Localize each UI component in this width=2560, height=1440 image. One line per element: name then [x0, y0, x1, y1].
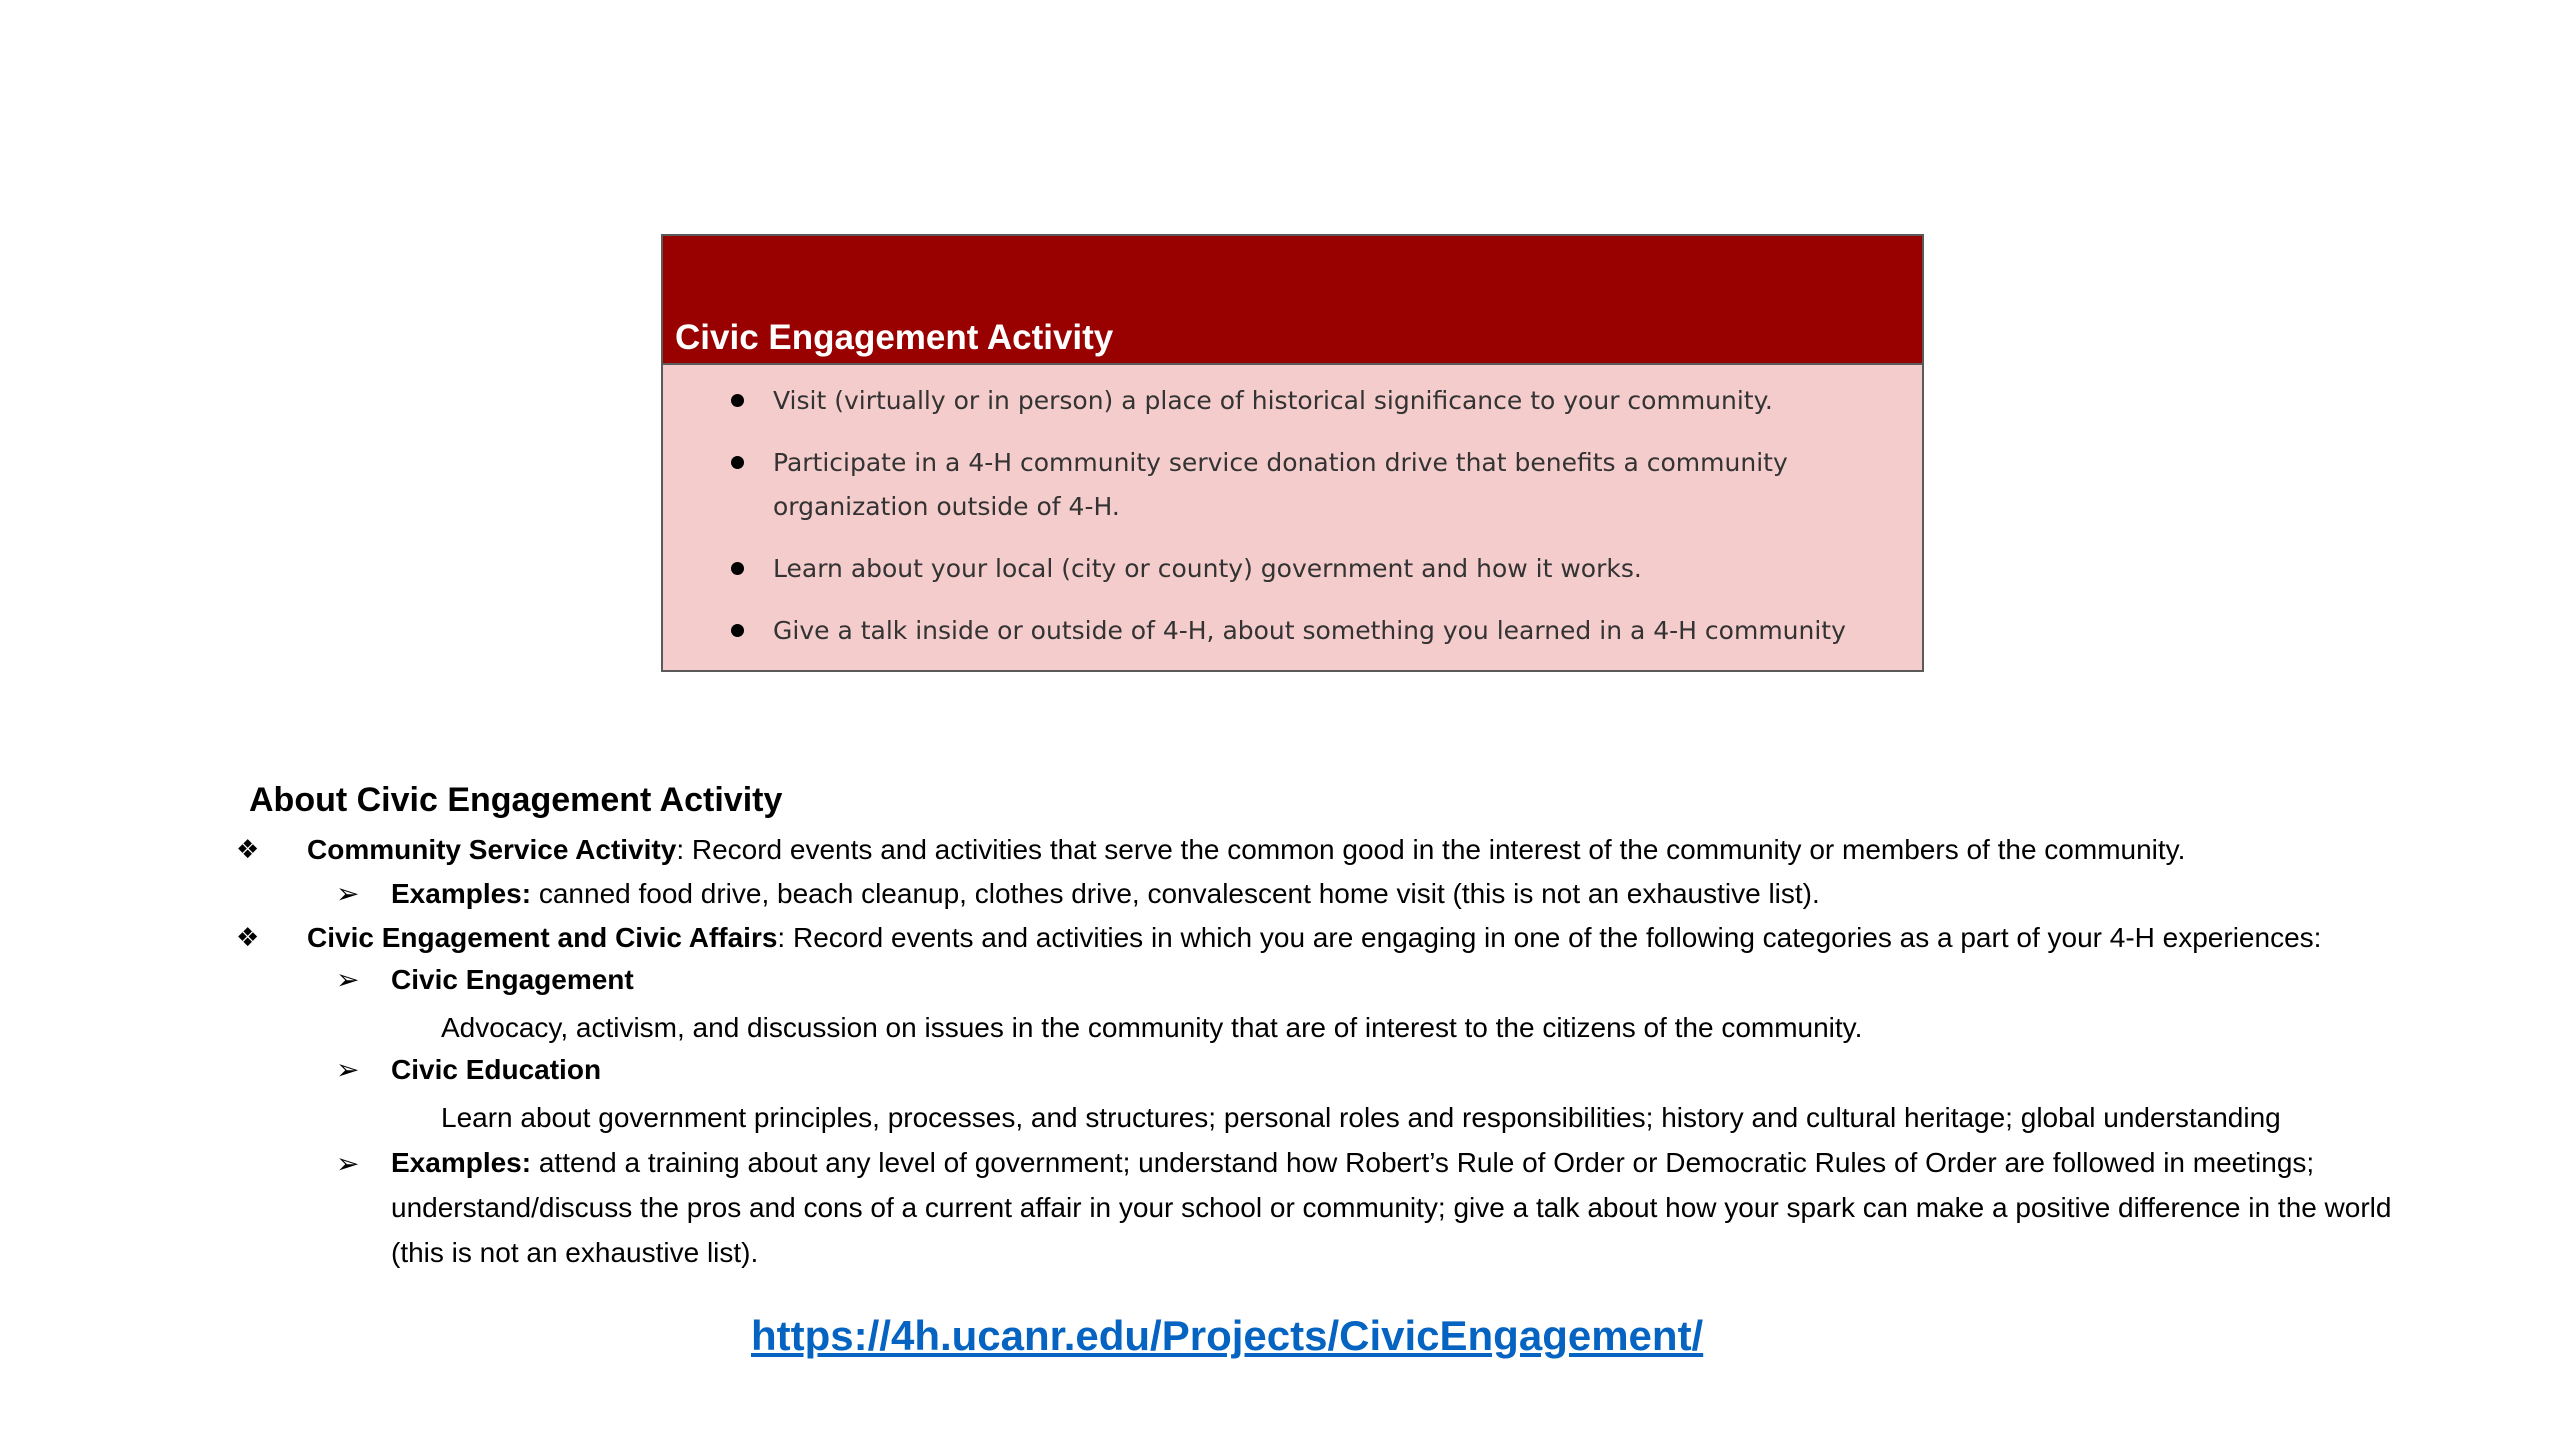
- activity-item-text: Visit (virtually or in person) a place of historical significance to your community.: [773, 386, 1773, 415]
- bullet-dot-icon: [731, 562, 744, 575]
- activity-item-text: Participate in a 4-H community service donation drive that benefits a community organization outside of 4-H.: [773, 448, 1788, 521]
- activity-box: [661, 234, 1924, 672]
- activity-item-text: Give a talk inside or outside of 4-H, about something you learned in a 4-H community: [773, 616, 1846, 645]
- community-service-line: [307, 828, 2185, 872]
- examples-text: attend a training about any level of government; understand how Robert’s Rule of Order or Democratic Rules of Order are followed in meetings; understand/discuss the pros and cons of a current affair in your school or community; give a talk about how your spark can make a positive difference in the world (this is not an exhaustive list).: [391, 1147, 2392, 1268]
- activity-item: [663, 441, 1922, 529]
- arrow-bullet-icon: ➢: [336, 877, 360, 910]
- bullet-dot-icon: [731, 394, 744, 407]
- activity-item-text: Learn about your local (city or county) government and how it works.: [773, 554, 1642, 583]
- arrow-bullet-icon: ➢: [336, 1147, 360, 1180]
- diamond-bullet-icon: ❖: [236, 835, 260, 865]
- activity-item: [663, 547, 1922, 591]
- activity-title: Civic Engagement Activity: [675, 318, 1114, 357]
- examples-label: Examples:: [391, 878, 532, 909]
- civic-affairs-line: [307, 916, 2321, 960]
- civic-engagement-label: Civic Engagement: [391, 964, 634, 995]
- diamond-bullet-icon: ❖: [236, 923, 260, 953]
- examples-text: canned food drive, beach cleanup, clothes drive, convalescent home visit (this is not an exhaustive list).: [531, 878, 1820, 909]
- activity-item: [663, 609, 1922, 653]
- about-title: About Civic Engagement Activity: [249, 781, 783, 819]
- bullet-dot-icon: [731, 624, 744, 637]
- community-service-text: : Record events and activities that serve the common good in the interest of the community or members of the community.: [676, 834, 2186, 865]
- civic-affairs-examples: [391, 1140, 2451, 1275]
- civic-education-description: Learn about government principles, processes, and structures; personal roles and responsibilities; history and cultural heritage; global understanding: [441, 1102, 2281, 1133]
- civic-engagement-description: Advocacy, activism, and discussion on issues in the community that are of interest to the citizens of the community.: [441, 1012, 1863, 1043]
- civic-engagement-heading: [391, 958, 634, 1002]
- activity-item: [663, 379, 1922, 423]
- community-service-examples-line: [391, 872, 1820, 916]
- activity-header: [663, 236, 1922, 365]
- examples-label: Examples:: [391, 1147, 532, 1178]
- arrow-bullet-icon: ➢: [336, 1053, 360, 1086]
- project-link[interactable]: https://4h.ucanr.edu/Projects/CivicEngagement/: [751, 1312, 1704, 1359]
- civic-affairs-text: : Record events and activities in which you are engaging in one of the following categories as a part of your 4-H experiences:: [777, 922, 2322, 953]
- activity-list: [663, 365, 1922, 653]
- arrow-bullet-icon: ➢: [336, 963, 360, 996]
- community-service-label: Community Service Activity: [307, 834, 677, 865]
- civic-education-label: Civic Education: [391, 1054, 602, 1085]
- civic-affairs-label: Civic Engagement and Civic Affairs: [307, 922, 778, 953]
- civic-education-heading: [391, 1048, 601, 1092]
- bullet-dot-icon: [731, 456, 744, 469]
